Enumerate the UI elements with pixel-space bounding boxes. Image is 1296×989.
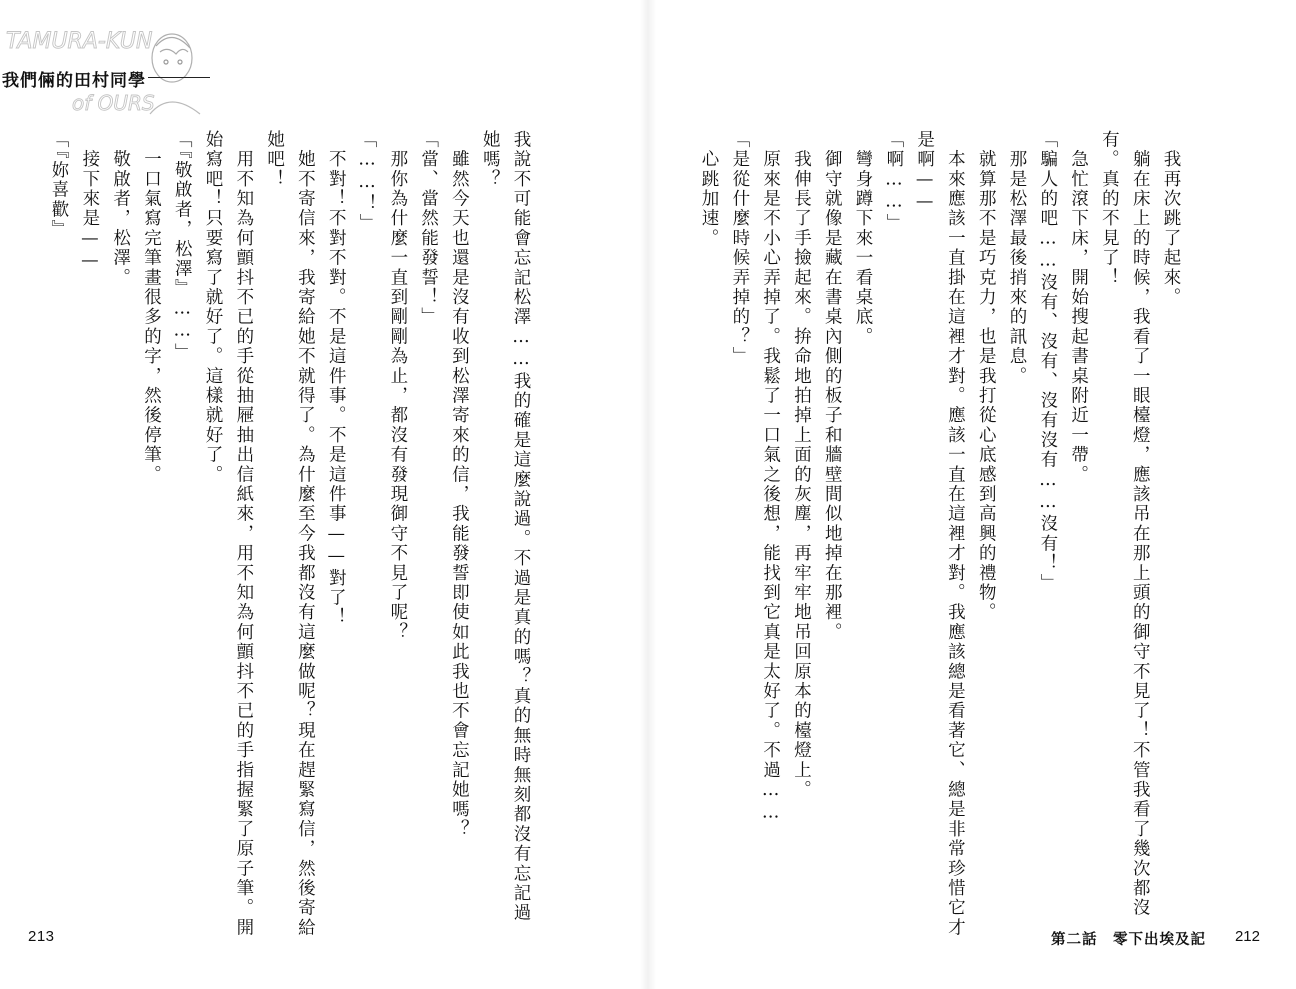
- right-page: [648, 0, 1296, 989]
- right-page-body: [693, 130, 1186, 938]
- book-title: 我們倆的田村同學: [0, 66, 148, 91]
- text-line: 本來應該一直掛在這裡才對。應該一直在這裡才對。我應該總是看著它、總是非常珍惜它才: [945, 130, 966, 938]
- text-line: 她吧！: [264, 130, 285, 190]
- left-page-body: [43, 130, 536, 938]
- text-line: 「是從什麼時候弄掉的？」: [729, 130, 750, 367]
- text-line: 「騙人的吧……沒有、沒有、沒有沒有……沒有！」: [1037, 130, 1058, 594]
- text-line: 「『妳喜歡』: [49, 130, 70, 240]
- text-line: 接下來是——: [79, 130, 100, 273]
- text-line: 是啊——: [914, 130, 935, 214]
- text-line: 原來是不小心弄掉了。我鬆了一口氣之後想，能找到它真是太好了。不過……: [760, 130, 781, 825]
- text-line: 躺在床上的時候，我看了一眼檯燈，應該吊在那上頭的御守不見了！不管我看了幾次都沒: [1130, 130, 1151, 918]
- text-line: 那你為什麼一直到剛剛為止，都沒有發現御守不見了呢？: [387, 130, 408, 643]
- text-line: 用不知為何顫抖不已的手從抽屜抽出信紙來，用不知為何顫抖不已的手指握緊了原子筆。開: [233, 130, 254, 938]
- text-line: 我說不可能會忘記松澤……我的確是這麼說過。不過是真的嗎？真的無時無刻都沒有忘記過: [511, 130, 531, 923]
- text-line: 敬啟者，松澤。: [110, 130, 131, 288]
- text-line: 始寫吧！只要寫了就好了。這樣就好了。: [203, 130, 224, 485]
- text-line: 彎身蹲下來一看桌底。: [853, 130, 874, 347]
- text-line: 心跳加速。: [699, 130, 720, 249]
- text-line: 就算那不是巧克力，也是我打從心底感到高興的禮物。: [976, 130, 997, 623]
- text-line: 我再次跳了起來。: [1161, 130, 1181, 308]
- svg-text:of OURS: of OURS: [72, 91, 155, 115]
- page-number-right: 212: [1234, 928, 1260, 945]
- text-line: 一口氣寫完筆畫很多的字，然後停筆。: [141, 130, 162, 485]
- text-line: 她不寄信來，我寄給她不就得了。為什麼至今我都沒有這麼做呢？現在趕緊寫信，然後寄給: [295, 130, 316, 938]
- text-line: 御守就像是藏在書桌內側的板子和牆壁間似地掉在那裡。: [822, 130, 843, 643]
- svg-text:TAMURA-KUN: TAMURA-KUN: [6, 29, 153, 54]
- text-line: 急忙滾下床，開始搜起書桌附近一帶。: [1068, 130, 1089, 485]
- text-line: 「啊……」: [883, 130, 904, 234]
- text-line: 「……！」: [357, 130, 378, 234]
- series-logo: [0, 18, 210, 118]
- text-line: 「『敬啟者，松澤』……」: [172, 130, 193, 363]
- text-line: 那是松澤最後捎來的訊息。: [1007, 130, 1028, 387]
- text-line: 有。真的不見了！: [1099, 130, 1120, 288]
- text-line: 「當、當然能發誓！」: [418, 130, 439, 327]
- text-line: 不對！不對不對。不是這件事。不是這件事——對了！: [326, 130, 347, 628]
- text-line: 雖然今天也還是沒有收到松澤寄來的信，我能發誓即使如此我也不會忘記她嗎？: [449, 130, 470, 840]
- text-line: 她嗎？: [480, 130, 501, 190]
- running-header: 第二話 零下出埃及記: [1051, 932, 1206, 948]
- text-line: 我伸長了手撿起來。拚命地拍掉上面的灰塵，再牢牢地吊回原本的檯燈上。: [791, 130, 812, 800]
- page-number-left: 213: [28, 928, 55, 945]
